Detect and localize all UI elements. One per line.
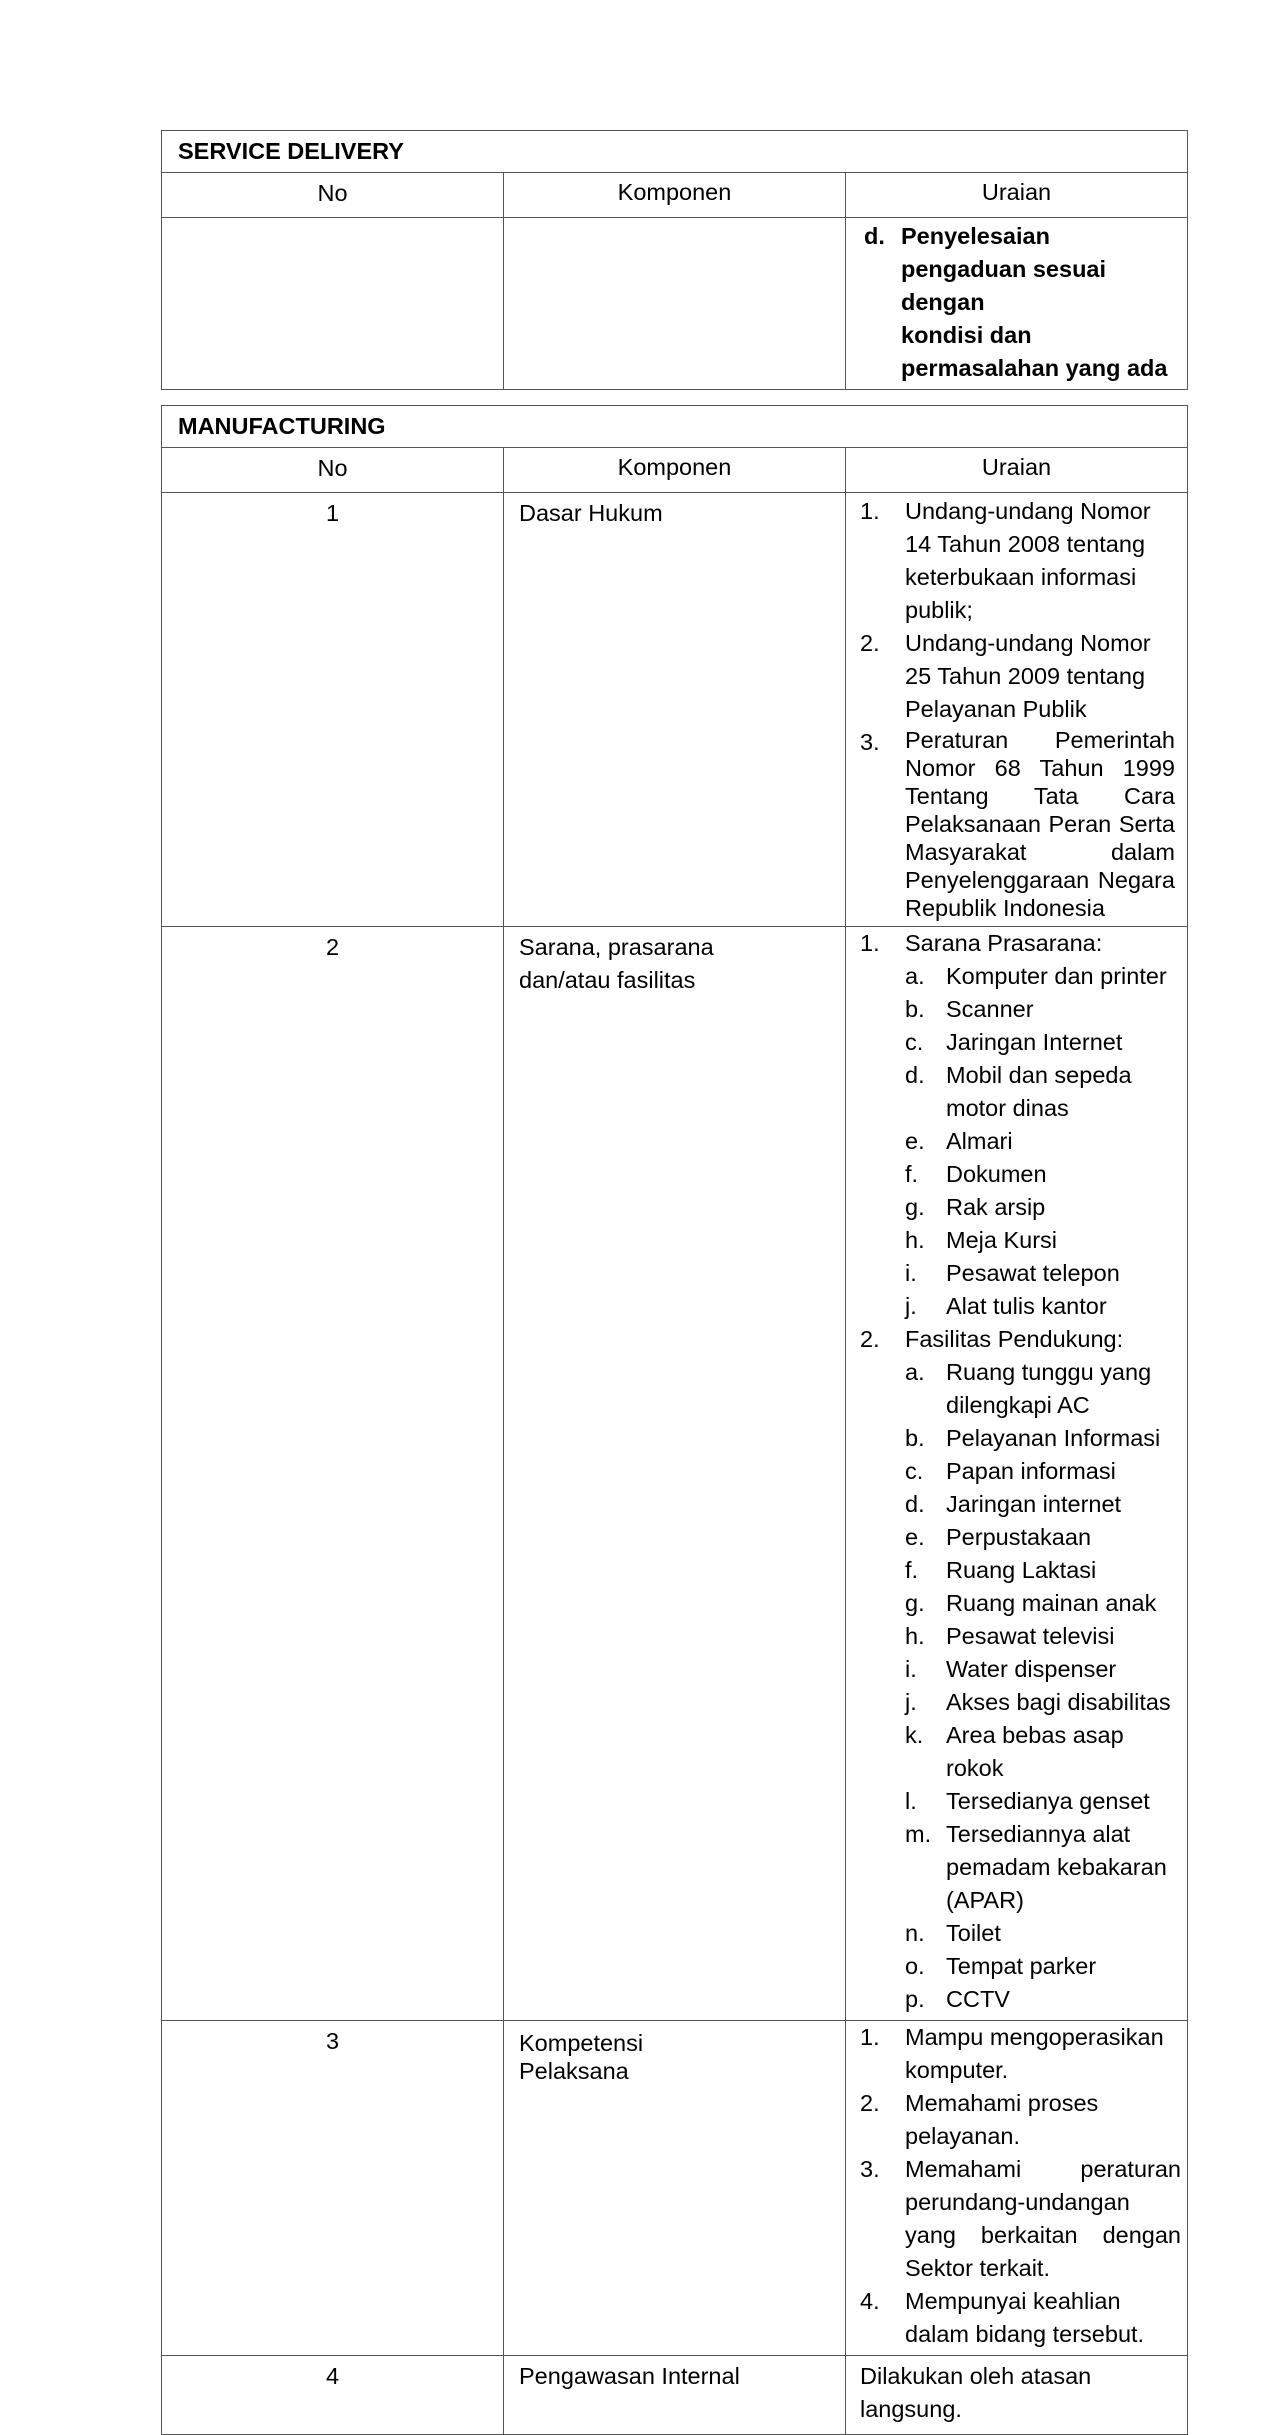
row-uraian: [846, 493, 1188, 927]
item-letter: f.: [905, 1161, 919, 1187]
list-item: [860, 2021, 1181, 2087]
list-item: [905, 1224, 1175, 1257]
item-letter: c.: [905, 1458, 924, 1484]
cell-no: [162, 218, 504, 390]
item-text: Almari: [946, 1128, 1013, 1154]
item-letter: j.: [905, 1293, 917, 1319]
item-text: Dokumen: [946, 1161, 1047, 1187]
item-letter: n.: [905, 1920, 925, 1946]
item-text: Mampu mengoperasikan komputer.: [905, 2024, 1164, 2083]
list-item: [905, 960, 1175, 993]
row-uraian: [846, 2021, 1188, 2356]
item-text: Pesawat telepon: [946, 1260, 1120, 1286]
header-no: No: [162, 173, 504, 218]
list-item: [860, 726, 1175, 922]
table-title: SERVICE DELIVERY: [162, 131, 1188, 173]
item-number: 4.: [860, 2288, 880, 2314]
list-item: [905, 1653, 1175, 1686]
item-text: Area bebas asap rokok: [946, 1722, 1124, 1781]
item-letter: i.: [905, 1260, 917, 1286]
komponen-line: dan/atau fasilitas: [519, 967, 696, 993]
item-text: Ruang tunggu yang dilengkapi AC: [946, 1359, 1152, 1418]
item-letter: m.: [905, 1821, 932, 1847]
komponen-line: Pelaksana: [519, 2058, 629, 2084]
row-number: 4: [162, 2356, 504, 2435]
table-title: MANUFACTURING: [162, 406, 1188, 448]
list-item: [905, 1290, 1175, 1323]
item-text: Undang-undang Nomor 25 Tahun 2009 tentang Pelayanan Publik: [905, 630, 1151, 722]
row-number: 2: [162, 927, 504, 2021]
item-letter: g.: [905, 1194, 925, 1220]
list-item: [905, 1026, 1175, 1059]
table-row: [162, 493, 1188, 927]
list-item: [860, 2087, 1181, 2153]
item-text: Pelayanan Informasi: [946, 1425, 1161, 1451]
list-item: [905, 1158, 1175, 1191]
item-text: Mobil dan sepeda motor dinas: [946, 1062, 1132, 1121]
item-text: Water dispenser: [946, 1656, 1117, 1682]
item-text: Peraturan Pemerintah Nomor 68 Tahun 1999 Tentang Tata Cara Pelaksanaan Peran Serta Masyarakat dalam Penyelenggaraan Negara Republik Indonesia: [905, 727, 1175, 921]
item-text: Ruang mainan anak: [946, 1590, 1157, 1616]
item-number: 2.: [860, 2090, 880, 2116]
item-letter: f.: [905, 1557, 919, 1583]
item-text: Memahami proses pelayanan.: [905, 2090, 1099, 2149]
table-row: [162, 2021, 1188, 2356]
item-marker: d.: [864, 223, 885, 249]
row-uraian: Dilakukan oleh atasan langsung.: [846, 2356, 1188, 2435]
table-row: [162, 927, 1188, 2021]
item-letter: h.: [905, 1623, 925, 1649]
item-number: 3.: [860, 729, 880, 755]
list-item: [905, 1257, 1175, 1290]
item-text: Papan informasi: [946, 1458, 1116, 1484]
item-letter: k.: [905, 1722, 924, 1748]
item-text: Meja Kursi: [946, 1227, 1058, 1253]
list-item: [905, 1785, 1175, 1818]
item-letter: d.: [905, 1062, 925, 1088]
manufacturing-table: [161, 405, 1188, 2435]
list-item: [905, 1422, 1175, 1455]
item-text: Memahami peraturan perundang-undangan yang berkaitan dengan Sektor terkait.: [905, 2156, 1181, 2281]
header-komponen: Komponen: [504, 173, 846, 218]
item-text: Toilet: [946, 1920, 1001, 1946]
list-item: [905, 1620, 1175, 1653]
item-text: Ruang Laktasi: [946, 1557, 1097, 1583]
item-letter: i.: [905, 1656, 917, 1682]
group-number: 1.: [860, 930, 880, 956]
item-letter: c.: [905, 1029, 924, 1055]
list-item: [905, 1125, 1175, 1158]
list-item: [905, 1587, 1175, 1620]
item-letter: l.: [905, 1788, 917, 1814]
row-number: 1: [162, 493, 504, 927]
item-text-line2: kondisi dan permasalahan yang ada: [901, 322, 1168, 381]
list-item: [905, 1983, 1175, 2016]
cell-komponen: [504, 218, 846, 390]
item-letter: a.: [905, 1359, 925, 1385]
item-text: Pesawat televisi: [946, 1623, 1115, 1649]
item-text: Komputer dan printer: [946, 963, 1167, 989]
service-delivery-table: [161, 130, 1188, 390]
list-item: [860, 2153, 1181, 2285]
item-number: 1.: [860, 498, 880, 524]
item-text: Tempat parker: [946, 1953, 1097, 1979]
list-item: [860, 220, 1175, 385]
row-komponen: [504, 2021, 845, 2085]
item-letter: a.: [905, 963, 925, 989]
item-number: 1.: [860, 2024, 880, 2050]
list-item: [905, 1455, 1175, 1488]
list-group: [860, 1323, 1175, 2016]
item-letter: b.: [905, 1425, 925, 1451]
header-uraian: Uraian: [846, 173, 1188, 218]
list-item: [860, 495, 1175, 627]
list-item: [905, 1356, 1175, 1422]
item-letter: h.: [905, 1227, 925, 1253]
list-item: [905, 1554, 1175, 1587]
item-text-line1: Penyelesaian pengaduan sesuai dengan: [901, 223, 1107, 315]
item-text: Tersediannya alat pemadam kebakaran (APAR): [946, 1821, 1167, 1913]
item-letter: e.: [905, 1128, 925, 1154]
row-komponen: [504, 927, 845, 997]
komponen-line: Kompetensi: [519, 2030, 644, 2056]
group-label: Sarana Prasarana:: [905, 930, 1103, 956]
group-label: Fasilitas Pendukung:: [905, 1326, 1124, 1352]
list-item: [905, 1818, 1175, 1917]
list-item: [905, 1719, 1175, 1785]
item-text: CCTV: [946, 1986, 1010, 2012]
item-text: Akses bagi disabilitas: [946, 1689, 1171, 1715]
item-letter: g.: [905, 1590, 925, 1616]
list-item: [905, 1488, 1175, 1521]
group-number: 2.: [860, 1326, 880, 1352]
row-komponen: Pengawasan Internal: [519, 2363, 740, 2389]
item-letter: j.: [905, 1689, 917, 1715]
header-no: No: [162, 448, 504, 493]
komponen-line: Sarana, prasarana: [519, 934, 714, 960]
list-item: [905, 1686, 1175, 1719]
list-item: [860, 627, 1175, 726]
item-letter: o.: [905, 1953, 925, 1979]
list-item: [905, 1917, 1175, 1950]
cell-uraian: [846, 218, 1188, 390]
list-item: [905, 1059, 1175, 1125]
list-item: [905, 1521, 1175, 1554]
item-text: Alat tulis kantor: [946, 1293, 1107, 1319]
item-text: Mempunyai keahlian dalam bidang tersebut.: [905, 2288, 1145, 2347]
header-uraian: Uraian: [846, 448, 1188, 493]
item-letter: b.: [905, 996, 925, 1022]
item-text: Rak arsip: [946, 1194, 1046, 1220]
item-text: Undang-undang Nomor 14 Tahun 2008 tentang keterbukaan informasi publik;: [905, 498, 1151, 623]
table-row: [162, 2356, 1188, 2435]
row-komponen: Dasar Hukum: [519, 500, 663, 526]
list-item: [905, 1950, 1175, 1983]
header-komponen: Komponen: [504, 448, 846, 493]
row-number: 3: [162, 2021, 504, 2356]
item-text: Jaringan Internet: [946, 1029, 1123, 1055]
item-letter: p.: [905, 1986, 925, 2012]
list-item: [860, 2285, 1181, 2351]
item-letter: d.: [905, 1491, 925, 1517]
item-letter: e.: [905, 1524, 925, 1550]
row-uraian: [846, 927, 1188, 2021]
item-text: Jaringan internet: [946, 1491, 1122, 1517]
item-number: 2.: [860, 630, 880, 656]
item-text: Perpustakaan: [946, 1524, 1092, 1550]
item-text: Scanner: [946, 996, 1034, 1022]
list-item: [905, 1191, 1175, 1224]
list-group: [860, 927, 1175, 1323]
item-number: 3.: [860, 2156, 880, 2182]
item-text: Tersedianya genset: [946, 1788, 1150, 1814]
list-item: [905, 993, 1175, 1026]
